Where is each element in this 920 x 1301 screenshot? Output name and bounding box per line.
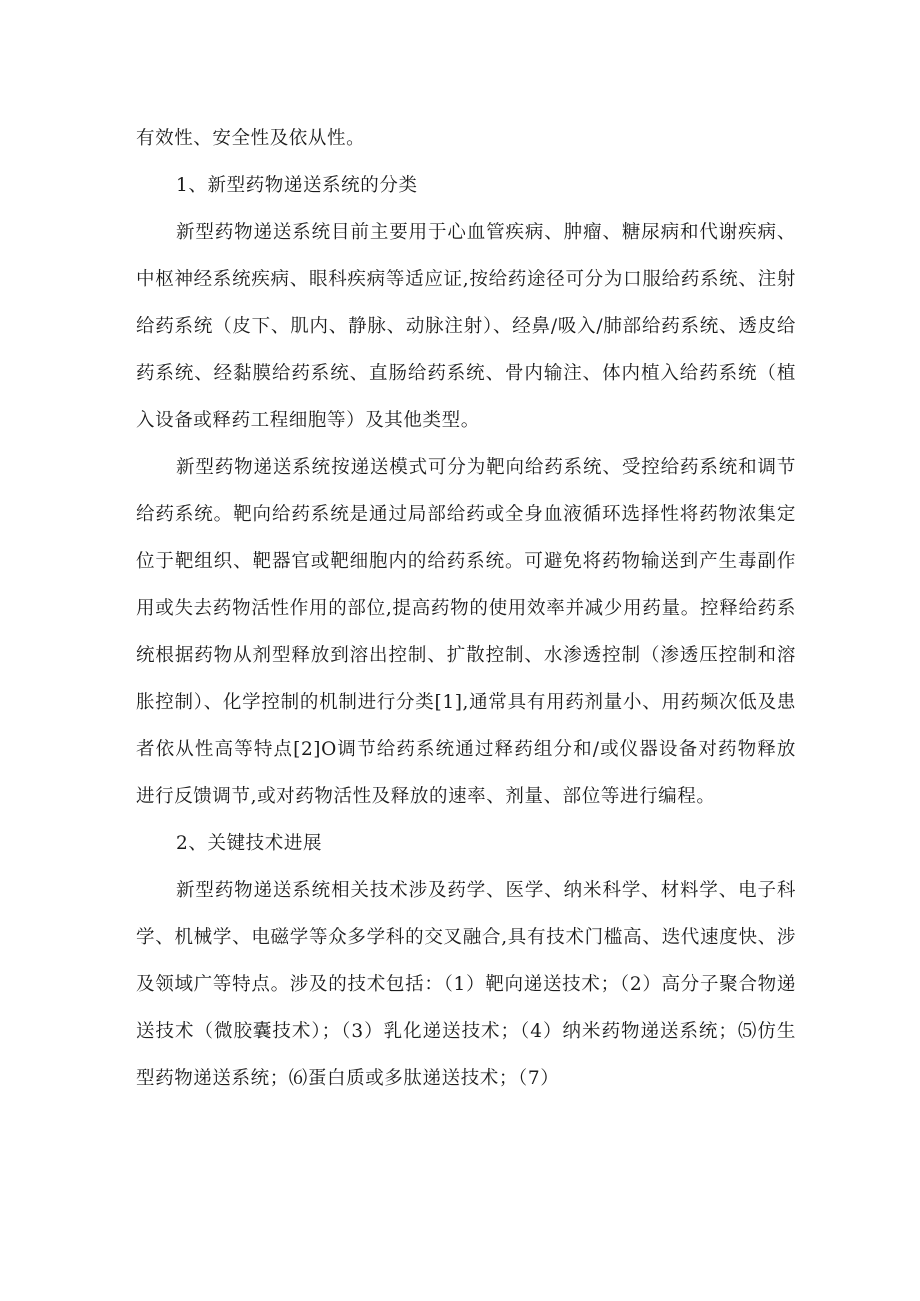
document-body (136, 115, 796, 1102)
section-heading-1: 1、新型药物递送系统的分类 (176, 175, 418, 196)
paragraph-classification-routes: 新型药物递送系统目前主要用于心血管疾病、肿瘤、糖尿病和代谢疾病、中枢神经系统疾病、眼科疾病等适应证,按给药途径可分为口服给药系统、注射给药系统（皮下、肌内、静脉、动脉注射）、经鼻/吸入/肺部给药系统、透皮给药系统、经黏膜给药系统、直肠给药系统、骨内输注、体内植入给药系统（植入设备或释药工程细胞等）及其他类型。 (136, 222, 796, 431)
paragraph-key-technologies: 新型药物递送系统相关技术涉及药学、医学、纳米科学、材料学、电子科学、机械学、电磁学等众多学科的交叉融合,具有技术门槛高、迭代速度快、涉及领域广等特点。涉及的技术包括：（1）靶向递送技术；（2）高分子聚合物递送技术（微胶囊技术）；（3）乳化递送技术；（4）纳米药物递送系统；⑸仿生型药物递送系统；⑹蛋白质或多肽递送技术；（7） (136, 880, 796, 1089)
paragraph-continuation: 有效性、安全性及依从性。 (136, 128, 366, 149)
section-heading-2: 2、关键技术进展 (176, 833, 323, 854)
paragraph-delivery-modes: 新型药物递送系统按递送模式可分为靶向给药系统、受控给药系统和调节给药系统。靶向给药系统是通过局部给药或全身血液循环选择性将药物浓集定位于靶组织、靶器官或靶细胞内的给药系统。可避免将药物输送到产生毒副作用或失去药物活性作用的部位,提高药物的使用效率并减少用药量。控释给药系统根据药物从剂型释放到溶出控制、扩散控制、水渗透控制（渗透压控制和溶胀控制）、化学控制的机制进行分类[1],通常具有用药剂量小、用药频次低及患者依从性高等特点[2]O调节给药系统通过释药组分和/或仪器设备对药物释放进行反馈调节,或对药物活性及释放的速率、剂量、部位等进行编程。 (136, 457, 796, 807)
